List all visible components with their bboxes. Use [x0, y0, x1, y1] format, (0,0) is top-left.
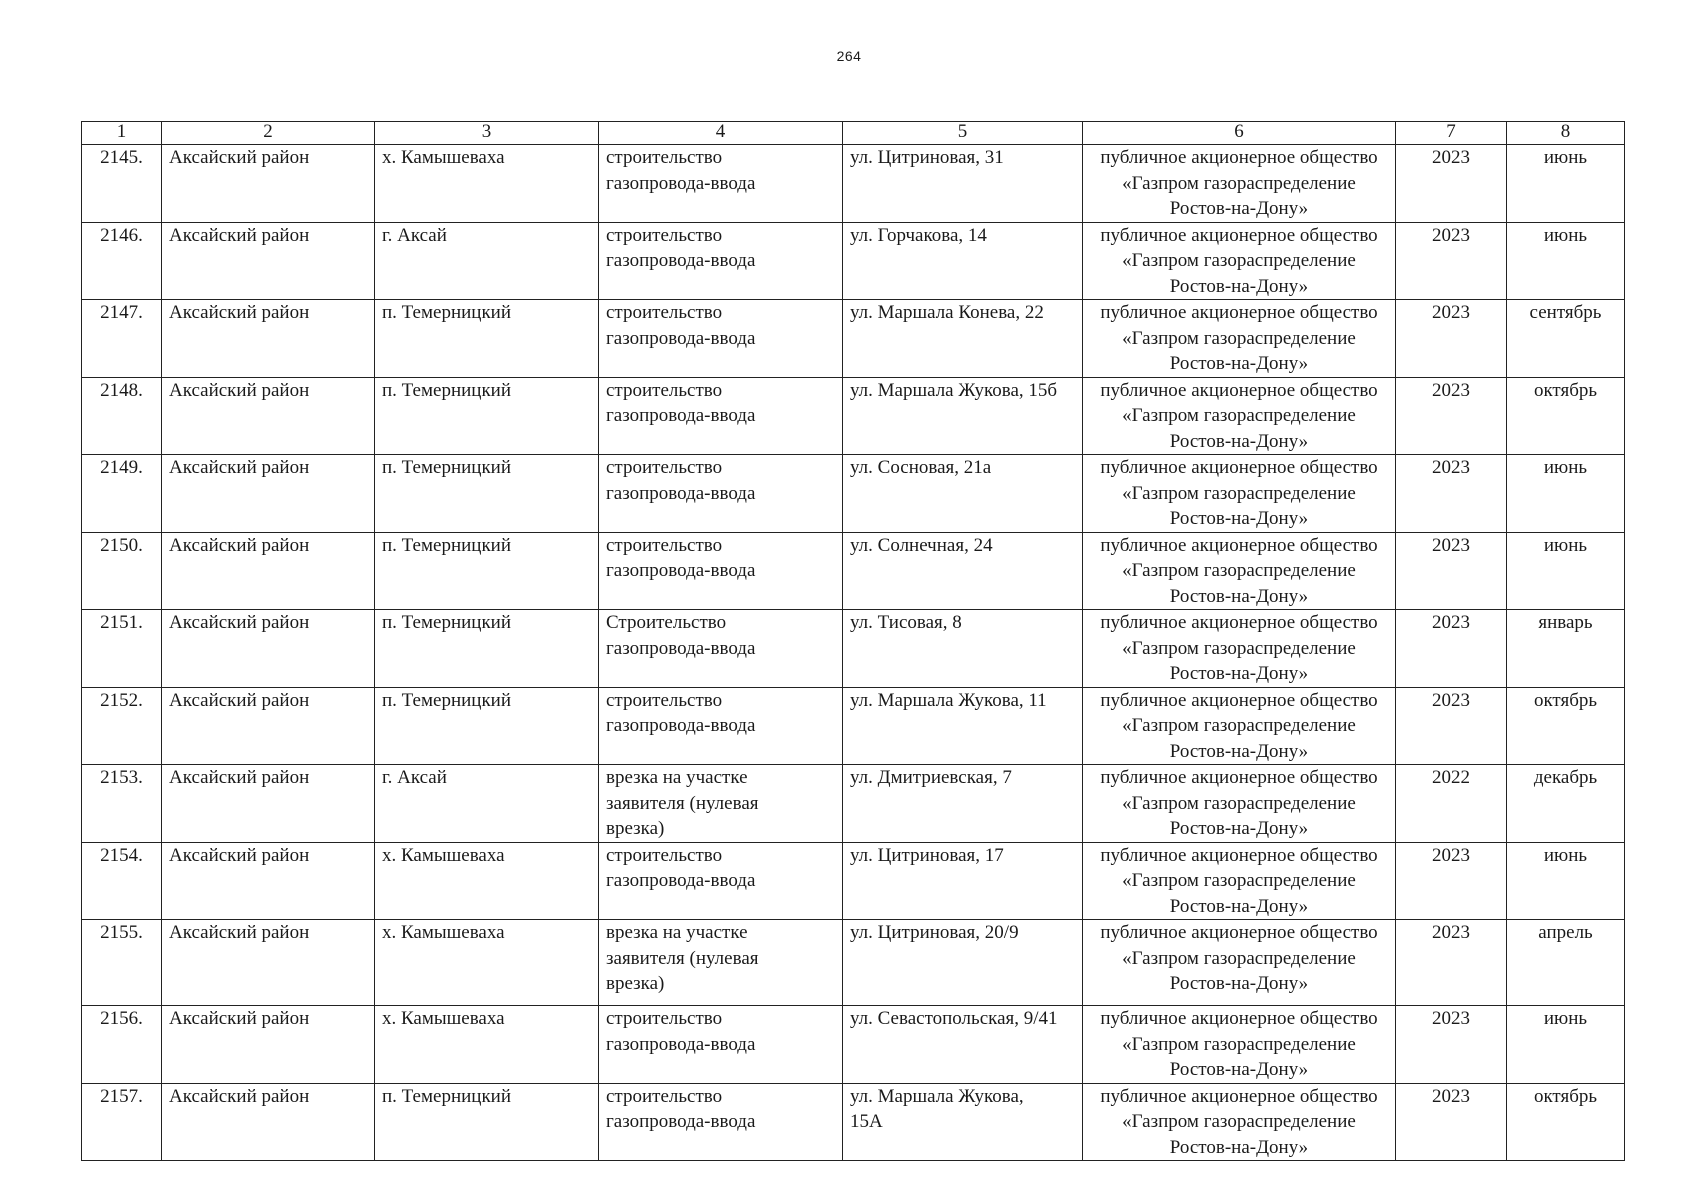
- address-cell-line: ул. Маршала Конева, 22: [850, 302, 1044, 323]
- organization-cell-line: Ростов-на-Дону»: [1169, 1136, 1309, 1158]
- work-type-cell-line: строительство: [606, 1085, 723, 1107]
- organization-cell-line: «Газпром газораспределение: [1122, 715, 1356, 736]
- address-cell-line: ул. Маршала Жукова,: [850, 1085, 1024, 1107]
- page-number: 264: [836, 48, 862, 64]
- table-row: [82, 300, 1625, 378]
- row-number-cell: 2148.: [82, 377, 162, 455]
- organization-cell-line: Ростов-на-Дону»: [1169, 585, 1309, 607]
- work-type-cell-line: строительство: [606, 689, 723, 711]
- address-cell: [843, 145, 1083, 223]
- organization-cell-line: Ростов-на-Дону»: [1169, 973, 1309, 994]
- locality-cell: п. Темерницкий: [375, 300, 599, 378]
- work-type-cell-line: газопровода-ввода: [606, 250, 756, 271]
- organization-cell-line: Ростов-на-Дону»: [1169, 663, 1309, 684]
- work-type-cell: [599, 300, 843, 378]
- address-cell-line: ул. Цитриновая, 20/9: [850, 922, 1019, 943]
- address-cell-line: ул. Севастопольская, 9/41: [850, 1008, 1058, 1029]
- year-cell: 2023: [1396, 920, 1507, 1006]
- address-cell-line: ул. Сосновая, 21а: [850, 457, 992, 478]
- work-type-cell-line: строительство: [606, 379, 723, 401]
- work-type-cell-line: газопровода-ввода: [606, 715, 756, 736]
- district-cell: Аксайский район: [162, 1083, 375, 1161]
- work-type-cell: [599, 1083, 843, 1161]
- work-type-cell: [599, 1006, 843, 1084]
- month-cell: июнь: [1507, 532, 1625, 610]
- address-cell-line: ул. Тисовая, 8: [850, 612, 962, 633]
- work-type-cell-line: строительство: [606, 302, 723, 323]
- address-cell: [843, 222, 1083, 300]
- address-cell: [843, 842, 1083, 920]
- row-number-cell: 2154.: [82, 842, 162, 920]
- row-number-cell: 2153.: [82, 765, 162, 843]
- organization-cell-line: «Газпром газораспределение: [1122, 327, 1356, 349]
- organization-cell: [1083, 532, 1396, 610]
- organization-cell: [1083, 455, 1396, 533]
- district-cell: Аксайский район: [162, 765, 375, 843]
- work-type-cell: [599, 377, 843, 455]
- year-cell: 2023: [1396, 687, 1507, 765]
- address-cell: [843, 1083, 1083, 1161]
- district-cell: Аксайский район: [162, 920, 375, 1006]
- work-type-cell-line: газопровода-ввода: [606, 637, 756, 659]
- district-cell: Аксайский район: [162, 455, 375, 533]
- address-cell: [843, 1006, 1083, 1084]
- row-number-cell: 2146.: [82, 222, 162, 300]
- locality-cell: х. Камышеваха: [375, 842, 599, 920]
- work-type-cell-line: строительство: [606, 1008, 723, 1029]
- organization-cell-line: публичное акционерное общество: [1100, 1008, 1378, 1029]
- organization-cell: [1083, 610, 1396, 688]
- address-cell: [843, 377, 1083, 455]
- address-cell: [843, 610, 1083, 688]
- work-type-cell-line: заявителя (нулевая: [606, 947, 759, 969]
- row-number-cell: 2156.: [82, 1006, 162, 1084]
- organization-cell-line: публичное акционерное общество: [1100, 689, 1378, 711]
- address-cell-line: ул. Маршала Жукова, 15б: [850, 379, 1058, 401]
- organization-cell-line: публичное акционерное общество: [1100, 922, 1378, 943]
- organization-cell: [1083, 222, 1396, 300]
- table-row: [82, 842, 1625, 920]
- month-cell: октябрь: [1507, 1083, 1625, 1161]
- organization-cell-line: публичное акционерное общество: [1100, 457, 1378, 478]
- locality-cell: г. Аксай: [375, 765, 599, 843]
- table-row: [82, 1083, 1625, 1161]
- month-cell: декабрь: [1507, 765, 1625, 843]
- organization-cell: [1083, 687, 1396, 765]
- work-type-cell-line: газопровода-ввода: [606, 405, 756, 426]
- month-cell: июнь: [1507, 222, 1625, 300]
- year-cell: 2023: [1396, 377, 1507, 455]
- year-cell: 2023: [1396, 222, 1507, 300]
- work-type-cell: [599, 842, 843, 920]
- table-row: [82, 1006, 1625, 1084]
- organization-cell-line: «Газпром газораспределение: [1122, 250, 1356, 271]
- work-type-cell-line: газопровода-ввода: [606, 327, 756, 349]
- year-cell: 2023: [1396, 145, 1507, 223]
- organization-cell-line: «Газпром газораспределение: [1122, 405, 1356, 426]
- year-cell: 2023: [1396, 842, 1507, 920]
- address-cell-line: ул. Горчакова, 14: [850, 224, 987, 246]
- organization-cell-line: «Газпром газораспределение: [1122, 947, 1356, 969]
- work-type-cell: [599, 145, 843, 223]
- table-row: [82, 532, 1625, 610]
- year-cell: 2023: [1396, 610, 1507, 688]
- locality-cell: п. Темерницкий: [375, 455, 599, 533]
- organization-cell-line: публичное акционерное общество: [1100, 534, 1378, 556]
- organization-cell-line: «Газпром газораспределение: [1122, 172, 1356, 194]
- month-cell: октябрь: [1507, 687, 1625, 765]
- locality-cell: г. Аксай: [375, 222, 599, 300]
- table-row: [82, 377, 1625, 455]
- month-cell: июнь: [1507, 145, 1625, 223]
- district-cell: Аксайский район: [162, 532, 375, 610]
- address-cell-line: ул. Маршала Жукова, 11: [850, 689, 1047, 711]
- work-type-cell-line: врезка на участке: [606, 767, 748, 788]
- row-number-cell: 2145.: [82, 145, 162, 223]
- address-cell-line: ул. Цитриновая, 17: [850, 844, 1004, 866]
- work-type-cell: [599, 687, 843, 765]
- work-type-cell-line: заявителя (нулевая: [606, 792, 759, 814]
- district-cell: Аксайский район: [162, 222, 375, 300]
- work-type-cell-line: строительство: [606, 224, 723, 246]
- address-cell: [843, 687, 1083, 765]
- table-row: [82, 222, 1625, 300]
- month-cell: июнь: [1507, 455, 1625, 533]
- organization-cell: [1083, 920, 1396, 1006]
- organization-cell-line: Ростов-на-Дону»: [1169, 1059, 1309, 1080]
- work-type-cell-line: газопровода-ввода: [606, 870, 756, 891]
- column-header: 3: [375, 122, 599, 145]
- column-header: 4: [599, 122, 843, 145]
- table-row: [82, 145, 1625, 223]
- organization-cell-line: «Газпром газораспределение: [1122, 1033, 1356, 1055]
- year-cell: 2023: [1396, 1006, 1507, 1084]
- locality-cell: х. Камышеваха: [375, 145, 599, 223]
- column-number-row: [82, 122, 1625, 145]
- work-type-cell-line: газопровода-ввода: [606, 482, 756, 504]
- district-cell: Аксайский район: [162, 687, 375, 765]
- year-cell: 2023: [1396, 532, 1507, 610]
- organization-cell-line: «Газпром газораспределение: [1122, 870, 1356, 891]
- row-number-cell: 2155.: [82, 920, 162, 1006]
- table-row: [82, 455, 1625, 533]
- organization-cell-line: Ростов-на-Дону»: [1169, 740, 1309, 762]
- organization-cell-line: Ростов-на-Дону»: [1169, 198, 1309, 219]
- work-type-cell-line: Строительство: [606, 612, 727, 633]
- organization-cell-line: «Газпром газораспределение: [1122, 482, 1356, 504]
- organization-cell: [1083, 300, 1396, 378]
- table-row: [82, 610, 1625, 688]
- organization-cell: [1083, 842, 1396, 920]
- address-cell-line: ул. Дмитриевская, 7: [850, 767, 1012, 788]
- address-cell: [843, 455, 1083, 533]
- month-cell: январь: [1507, 610, 1625, 688]
- locality-cell: х. Камышеваха: [375, 1006, 599, 1084]
- address-cell-line: ул. Солнечная, 24: [850, 534, 993, 556]
- address-cell: [843, 920, 1083, 1006]
- year-cell: 2023: [1396, 300, 1507, 378]
- work-type-cell: [599, 455, 843, 533]
- organization-cell-line: публичное акционерное общество: [1100, 224, 1378, 246]
- column-header: 8: [1507, 122, 1625, 145]
- year-cell: 2022: [1396, 765, 1507, 843]
- address-cell-line: 15А: [850, 1111, 883, 1132]
- district-cell: Аксайский район: [162, 842, 375, 920]
- organization-cell-line: публичное акционерное общество: [1100, 147, 1378, 168]
- work-type-cell-line: врезка на участке: [606, 922, 748, 943]
- work-type-cell: [599, 610, 843, 688]
- organization-cell-line: публичное акционерное общество: [1100, 1085, 1378, 1107]
- table-row: [82, 765, 1625, 843]
- work-type-cell-line: врезка): [606, 818, 665, 839]
- table-row: [82, 687, 1625, 765]
- organization-cell-line: публичное акционерное общество: [1100, 612, 1378, 633]
- work-type-cell-line: газопровода-ввода: [606, 560, 756, 581]
- organization-cell-line: публичное акционерное общество: [1100, 767, 1378, 788]
- organization-cell-line: публичное акционерное общество: [1100, 844, 1378, 866]
- work-type-cell-line: строительство: [606, 147, 723, 168]
- row-number-cell: 2147.: [82, 300, 162, 378]
- district-cell: Аксайский район: [162, 610, 375, 688]
- row-number-cell: 2149.: [82, 455, 162, 533]
- organization-cell-line: «Газпром газораспределение: [1122, 792, 1356, 814]
- organization-cell-line: Ростов-на-Дону»: [1169, 353, 1309, 374]
- row-number-cell: 2152.: [82, 687, 162, 765]
- month-cell: сентябрь: [1507, 300, 1625, 378]
- locality-cell: п. Темерницкий: [375, 377, 599, 455]
- organization-cell-line: Ростов-на-Дону»: [1169, 895, 1309, 917]
- organization-cell-line: публичное акционерное общество: [1100, 379, 1378, 401]
- organization-cell-line: «Газпром газораспределение: [1122, 1111, 1356, 1132]
- register-table: [81, 121, 1625, 1161]
- work-type-cell-line: строительство: [606, 534, 723, 556]
- address-cell: [843, 765, 1083, 843]
- organization-cell: [1083, 145, 1396, 223]
- column-header: 2: [162, 122, 375, 145]
- organization-cell-line: «Газпром газораспределение: [1122, 637, 1356, 659]
- organization-cell-line: Ростов-на-Дону»: [1169, 430, 1309, 452]
- locality-cell: х. Камышеваха: [375, 920, 599, 1006]
- table-row: [82, 920, 1625, 1006]
- address-cell-line: ул. Цитриновая, 31: [850, 147, 1004, 168]
- work-type-cell-line: газопровода-ввода: [606, 172, 756, 194]
- organization-cell: [1083, 765, 1396, 843]
- organization-cell-line: публичное акционерное общество: [1100, 302, 1378, 323]
- work-type-cell: [599, 222, 843, 300]
- work-type-cell-line: врезка): [606, 973, 665, 994]
- organization-cell: [1083, 377, 1396, 455]
- work-type-cell-line: строительство: [606, 844, 723, 866]
- district-cell: Аксайский район: [162, 300, 375, 378]
- district-cell: Аксайский район: [162, 1006, 375, 1084]
- organization-cell-line: Ростов-на-Дону»: [1169, 818, 1309, 839]
- row-number-cell: 2157.: [82, 1083, 162, 1161]
- column-header: 6: [1083, 122, 1396, 145]
- column-header: 1: [82, 122, 162, 145]
- district-cell: Аксайский район: [162, 145, 375, 223]
- organization-cell-line: «Газпром газораспределение: [1122, 560, 1356, 581]
- column-header: 5: [843, 122, 1083, 145]
- column-header: 7: [1396, 122, 1507, 145]
- work-type-cell: [599, 765, 843, 843]
- row-number-cell: 2151.: [82, 610, 162, 688]
- locality-cell: п. Темерницкий: [375, 1083, 599, 1161]
- locality-cell: п. Темерницкий: [375, 610, 599, 688]
- month-cell: октябрь: [1507, 377, 1625, 455]
- address-cell: [843, 532, 1083, 610]
- organization-cell: [1083, 1083, 1396, 1161]
- work-type-cell: [599, 532, 843, 610]
- district-cell: Аксайский район: [162, 377, 375, 455]
- locality-cell: п. Темерницкий: [375, 532, 599, 610]
- address-cell: [843, 300, 1083, 378]
- year-cell: 2023: [1396, 455, 1507, 533]
- organization-cell-line: Ростов-на-Дону»: [1169, 275, 1309, 297]
- locality-cell: п. Темерницкий: [375, 687, 599, 765]
- month-cell: апрель: [1507, 920, 1625, 1006]
- work-type-cell-line: газопровода-ввода: [606, 1033, 756, 1055]
- year-cell: 2023: [1396, 1083, 1507, 1161]
- row-number-cell: 2150.: [82, 532, 162, 610]
- work-type-cell-line: газопровода-ввода: [606, 1111, 756, 1132]
- work-type-cell: [599, 920, 843, 1006]
- work-type-cell-line: строительство: [606, 457, 723, 478]
- organization-cell: [1083, 1006, 1396, 1084]
- month-cell: июнь: [1507, 842, 1625, 920]
- organization-cell-line: Ростов-на-Дону»: [1169, 508, 1309, 529]
- month-cell: июнь: [1507, 1006, 1625, 1084]
